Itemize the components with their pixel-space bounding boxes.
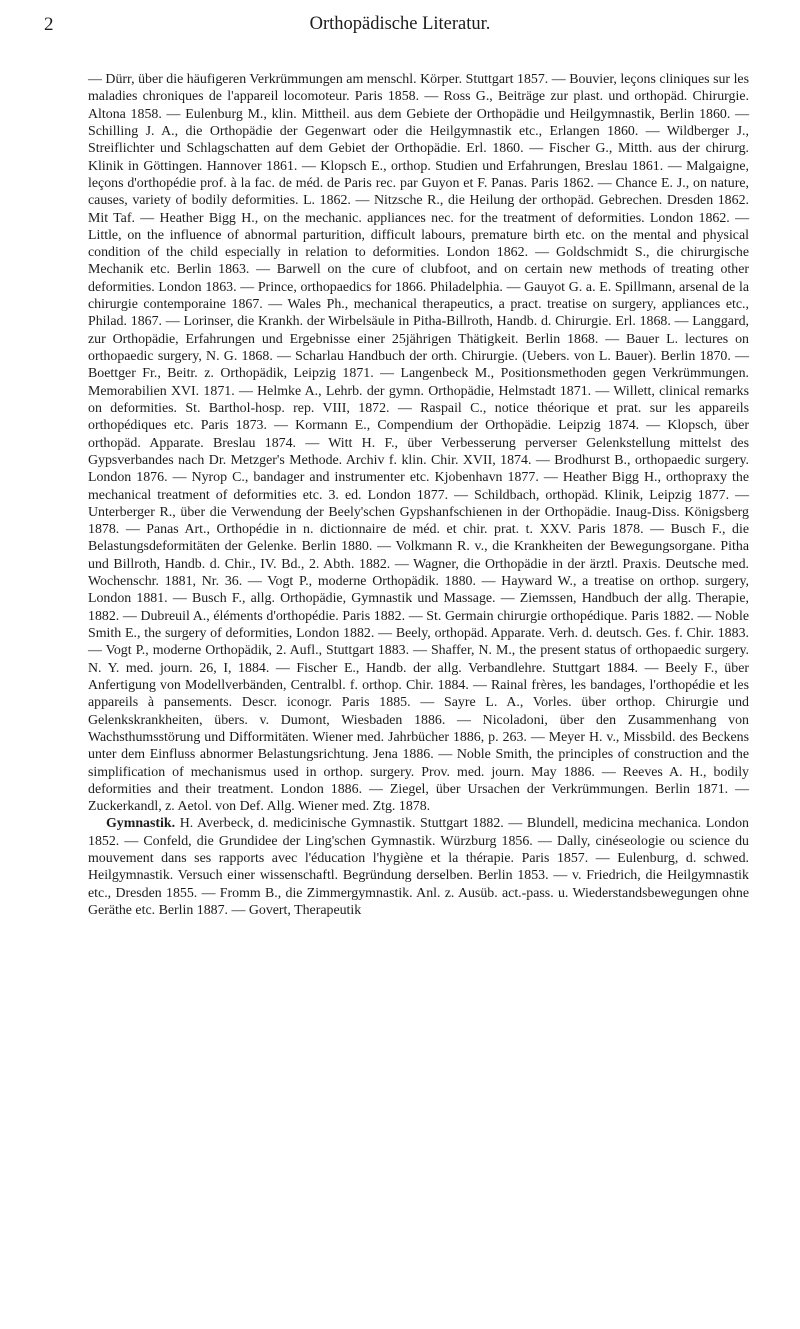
section-text-gymnastik: H. Averbeck, d. medicinische Gymnastik. Stuttgart 1882. — Blundell, medicina mechanica. London 1852. — Confeld, die Grundidee der Ling'schen Gymnastik. Würzburg 1856. — Dally, cinéseologie ou science du mouvement dans ses rapports avec l'éducation l'hygiène et la thérapie. Paris 1857. — Eulenburg, d. schwed. Heilgymnastik. Versuch einer wissenschaftl. Begründung derselben. Berlin 1853. — v. Friedrich, die Heilgymnastik etc., Dresden 1855. — Fromm B., die Zimmergymnastik. Anl. z. Ausüb. act.-pass. u. Wiederstandsbewegungen ohne Geräthe etc. Berlin 1887. — Govert, Therapeutik [88,816,749,918]
running-head: Orthopädische Literatur. [309,14,491,34]
page-number: 2 [44,14,54,35]
section-lead-gymnastik: Gymnastik. [106,816,176,832]
bibliography-paragraph-orthopaedics: — Dürr, über die häufigeren Verkrümmungen am menschl. Körper. Stuttgart 1857. — Bouvier, leçons cliniques sur les maladies chroniques de l'appareil locomoteur. Paris 1858. — Ross G., Beiträge zur plast. und orthopäd. Chirurgie. Altona 1858. — Eulenburg M., klin. Mittheil. aus dem Gebiete der Orthopädie und Heilgymnastik, Berlin 1860. — Schilling J. A., die Orthopädie der Gegenwart oder die Heilgymnastik etc., Erlangen 1860. — Wildberger J., Streiflichter und Schlagschatten auf dem Gebiet der Orthopädie. Erl. 1860. — Fischer G., Mitth. aus der chirurg. Klinik in Göttingen. Hannover 1861. — Klopsch E., orthop. Studien und Erfahrungen, Breslau 1861. — Malgaigne, leçons d'orthopédie prof. à la fac. de méd. de Paris rec. par Guyon et F. Panas. Paris 1862. — Chance E. J., on nature, causes, variety of bodily deformities. L. 1862. — Nitzsche R., die Heilung der orthopäd. Gebrechen. Dresden 1862. Mit Taf. — Heather Bigg H., on the mechanic. appliances nec. for the treatment of deformities. London 1862. — Little, on the influence of abnormal parturition, difficult labours, premature birth etc. on the mental and physical condition of the child especially in relation to deformities. London 1862. — Goldschmidt S., die chirurgische Mechanik etc. Berlin 1863. — Barwell on the cure of clubfoot, and on certain new methods of treating other deformities. London 1863. — Prince, orthopaedics for 1866. Philadelphia. — Gauyot G. a. E. Spillmann, arsenal de la chirurgie contemporaine 1867. — Wales Ph., mechanical therapeutics, a pract. treatise on surgery, appliances etc., Philad. 1867. — Lorinser, die Krankh. der Wirbelsäule in Pitha-Billroth, Handb. d. Chirurgie. Erl. 1868. — Langgard, zur Orthopädie, Erfahrungen und Ergebnisse einer 25jährigen Thätigkeit. Berlin 1868. — Bauer L. lectures on orthopaedic surgery, N. G. 1868. — Scharlau Handbuch der orth. Chirurgie. (Uebers. von L. Bauer). Berlin 1870. — Boettger Fr., Beitr. z. Orthopädik, Leipzig 1871. — Langenbeck M., Positionsmethoden gegen Verkrümmungen. Memorabilien XVI. 1871. — Helmke A., Lehrb. der gymn. Orthopädie, Helmstadt 1871. — Willett, clinical remarks on deformities. St. Barthol-hosp. rep. VIII, 1872. — Raspail C., notice théorique et prat. sur les appareils orthopédiques etc. Paris 1873. — Kormann E., Compendium der Orthopädie. Leipzig 1874. — Klopsch, über orthopäd. Apparate. Breslau 1874. — Witt H. F., über Verbesserung perverser Gelenkstellung mittelst des Gypsverbandes nach Dr. Metzger's Methode. Archiv f. klin. Chir. XVII, 1874. — Brodhurst B., orthopaedic surgery. London 1876. — Nyrop C., bandager and instrumenter etc. Kjobenhavn 1877. — Heather Bigg H., orthopraxy the mechanical treatment of deformities etc. 3. ed. London 1877. — Schildbach, orthopäd. Klinik, Leipzig 1877. — Unterberger R., über die Verwendung der Beely'schen Gypshanfschienen in der Orthopädie. Inaug-Diss. Königsberg 1878. — Panas Art., Orthopédie in n. dictionnaire de méd. et chir. prat. t. XXV. Paris 1878. — Busch F., die Belastungsdeformitäten der Gelenke. Berlin 1880. — Volkmann R. v., die Krankheiten der Bewegungsorgane. Pitha und Billroth, Handb. d. Chir., IV. Bd., 2. Abth. 1882. — Wagner, die Orthopädie in der ärztl. Praxis. Deutsche med. Wochenschr. 1881, Nr. 36. — Vogt P., moderne Orthopädik. 1880. — Hayward W., a treatise on orthop. surgery, London 1881. — Busch F., allg. Orthopädie, Gymnastik und Massage. — Ziemssen, Handbuch der allg. Therapie, 1882. — Dubreuil A., éléments d'orthopédie. Paris 1882. — St. Germain chirurgie orthopédique. Paris 1882. — Noble Smith E., the surgery of deformities, London 1882. — Beely, orthopäd. Apparate. Verh. d. deutsch. Ges. f. Chir. 1883. — Vogt P., moderne Orthopädik, 2. Aufl., Stuttgart 1883. — Shaffer, N. M., the present status of orthopaedic surgery. N. Y. med. journ. 26, I, 1884. — Fischer E., Handb. der allg. Verbandlehre. Stuttgart 1884. — Beely F., über Anfertigung von Modellverbänden, Centralbl. f. orthop. Chir. 1884. — Rainal frères, les bandages, l'orthopédie et les appareils à pansements. Descr. iconogr. Paris 1885. — Sayre L. A., Vorles. über orthop. Chirurgie und Gelenkskrankheiten, übers. v. Dumont, Wiesbaden 1886. — Nicoladoni, über den Zusammenhang von Wachsthumsstörung und Difformitäten. Wiener med. Jahrbücher 1886, p. 263. — Meyer H. v., Missbild. des Beckens unter dem Einfluss abnormer Belastungsrichtung. Jena 1886. — Noble Smith, the principles of construction and the simplification of mechanismus used in orthop. surgery. Prov. med. journ. May 1886. — Reeves A. H., bodily deformities and their treatment. London 1886. — Ziegel, über Ursachen der Verkrümmungen. Berlin 1871. — Zuckerkandl, z. Aetol. von Def. Allg. Wiener med. Ztg. 1878. [88,72,749,815]
bibliography-text [88,71,749,919]
page-header [44,14,756,42]
bibliography-paragraph-gymnastics [88,815,749,919]
